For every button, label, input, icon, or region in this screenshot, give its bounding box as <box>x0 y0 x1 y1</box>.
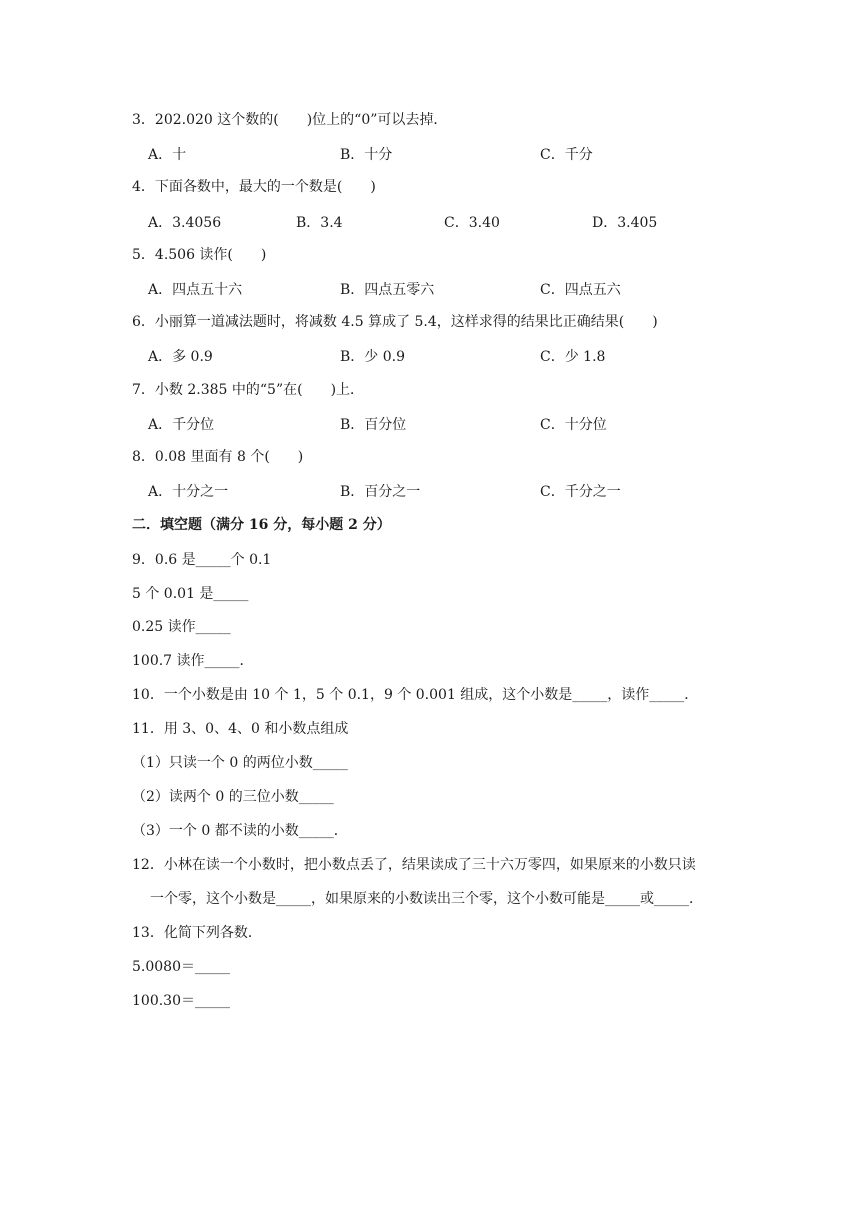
question-13-stem: 13．化简下列各数． <box>132 925 262 941</box>
question-3-option-a: A．十 <box>148 147 187 163</box>
question-9-line-2: 5 个 0.01 是_____ <box>132 586 249 602</box>
question-8-option-c: C．千分之一 <box>540 484 621 500</box>
question-5-option-c: C．四点五六 <box>540 282 621 298</box>
question-13-item-1: 5.0080＝_____ <box>132 959 230 975</box>
question-7-option-a: A．千分位 <box>148 417 215 433</box>
question-12-line-2: 一个零，这个小数是_____，如果原来的小数读出三个零，这个小数可能是_____或_____． <box>150 891 703 907</box>
question-10-stem: 10．一个小数是由 10 个 1，5 个 0.1，9 个 0.001 组成，这个小数是_____，读作_____． <box>132 687 699 703</box>
question-11-part-1: （1）只读一个 0 的两位小数_____ <box>132 755 348 771</box>
question-11-part-2: （2）读两个 0 的三位小数_____ <box>132 789 334 805</box>
question-3-option-b: B．十分 <box>340 147 393 163</box>
question-6-option-a: A．多 0.9 <box>148 349 213 365</box>
question-12-line-1: 12．小林在读一个小数时，把小数点丢了，结果读成了三十六万零四，如果原来的小数只读 <box>132 857 696 873</box>
section-2-heading: 二．填空题（满分 16 分，每小题 2 分） <box>132 517 391 533</box>
question-7-stem: 7．小数 2.385 中的“5”在( )上． <box>132 382 365 398</box>
question-4-stem: 4．下面各数中，最大的一个数是( ) <box>132 179 376 195</box>
question-7-option-c: C．十分位 <box>540 417 607 433</box>
question-4-option-a: A．3.4056 <box>148 215 222 231</box>
question-8-stem: 8．0.08 里面有 8 个( ) <box>132 449 304 465</box>
question-6-option-c: C．少 1.8 <box>540 349 606 365</box>
question-11-stem: 11．用 3、0、4、0 和小数点组成 <box>132 721 349 737</box>
question-5-stem: 5．4.506 读作( ) <box>132 247 267 263</box>
question-3-stem: 3．202.020 这个数的( )位上的“0”可以去掉． <box>132 112 448 128</box>
question-6-stem: 6．小丽算一道减法题时，将减数 4.5 算成了 5.4，这样求得的结果比正确结果( ) <box>132 314 658 330</box>
question-9-line-4: 100.7 读作_____． <box>132 653 254 669</box>
question-9-line-1: 9．0.6 是_____个 0.1 <box>132 552 272 568</box>
question-8-option-b: B．百分之一 <box>340 484 421 500</box>
question-6-option-b: B．少 0.9 <box>340 349 406 365</box>
question-8-option-a: A．十分之一 <box>148 484 229 500</box>
question-5-option-a: A．四点五十六 <box>148 282 243 298</box>
question-11-part-3: （3）一个 0 都不读的小数_____． <box>132 823 348 839</box>
question-7-option-b: B．百分位 <box>340 417 407 433</box>
question-4-option-d: D．3.405 <box>592 215 658 231</box>
question-3-option-c: C．千分 <box>540 147 593 163</box>
question-4-option-b: B．3.4 <box>296 215 343 231</box>
question-5-option-b: B．四点五零六 <box>340 282 435 298</box>
question-9-line-3: 0.25 读作_____ <box>132 619 231 635</box>
question-4-option-c: C．3.40 <box>444 215 500 231</box>
question-13-item-2: 100.30＝_____ <box>132 993 230 1009</box>
